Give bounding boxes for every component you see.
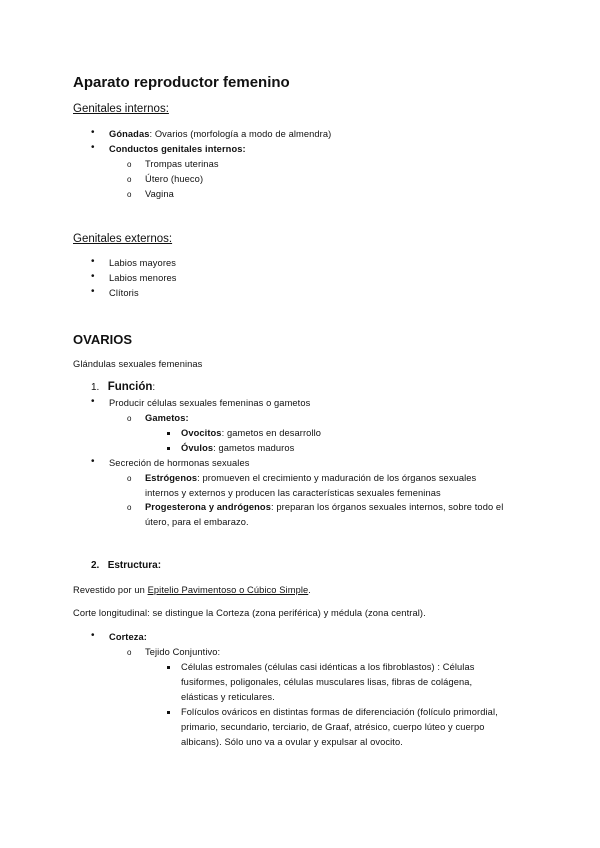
sub-item-gametos: Gametos:: [145, 413, 189, 423]
internal-heading: Genitales internos:: [73, 103, 169, 115]
sub-sub-item-ovocitos: Ovocitos: gametos en desarrollo: [181, 428, 322, 438]
epitelio-term: Epitelio Pavimentoso o Cúbico Simple: [147, 585, 309, 595]
square-bullet-icon: [167, 432, 170, 435]
celulas-line-3: elásticas y reticulares.: [181, 692, 275, 702]
square-bullet-icon: [167, 447, 170, 450]
circle-bullet-icon: o: [127, 414, 132, 423]
bullet-icon: •: [91, 630, 95, 641]
sub-item: Útero (hueco): [145, 174, 204, 184]
foliculos-line-2: primario, secundario, terciario, de Graaf, atrésico, cuerpo lúteo y cuerpo: [181, 722, 485, 732]
list-item: Clítoris: [109, 288, 139, 298]
numbered-heading-estructura: 2. Estructura:: [91, 560, 162, 571]
circle-bullet-icon: o: [127, 503, 132, 512]
page-title: Aparato reproductor femenino: [73, 74, 290, 91]
list-item-conductos: Conductos genitales internos:: [109, 144, 246, 154]
external-heading: Genitales externos:: [73, 233, 173, 245]
bullet-icon: •: [91, 271, 95, 282]
bullet-icon: •: [91, 396, 95, 407]
square-bullet-icon: [167, 711, 170, 714]
sub-item-progesterona-cont: útero, para el embarazo.: [145, 517, 249, 527]
circle-bullet-icon: o: [127, 648, 132, 657]
list-item-secrecion: Secreción de hormonas sexuales: [109, 458, 250, 468]
bullet-icon: •: [91, 456, 95, 467]
sub-sub-item-ovulos: Óvulos: gametos maduros: [181, 443, 295, 453]
numbered-heading-funcion: 1. Función:: [91, 381, 156, 393]
foliculos-line-3: albicans). Sólo uno va a ovular y expulsar al ovocito.: [181, 737, 403, 747]
celulas-line-2: fusiformes, poligonales, células musculares lisas, fibras de colágena,: [181, 677, 473, 687]
bullet-icon: •: [91, 127, 95, 138]
sub-item: Trompas uterinas: [145, 159, 219, 169]
list-item-producir: Producir células sexuales femeninas o gametos: [109, 398, 311, 408]
sub-item: Vagina: [145, 189, 174, 199]
foliculos-line-1: Folículos ováricos en distintas formas de diferenciación (folículo primordial,: [181, 707, 498, 717]
square-bullet-icon: [167, 666, 170, 669]
bullet-icon: •: [91, 286, 95, 297]
bullet-icon: •: [91, 256, 95, 267]
celulas-line-1: Células estromales (células casi idénticas a los fibroblastos) : Células: [181, 662, 475, 672]
list-item: Labios mayores: [109, 258, 177, 268]
section-heading-ovarios: OVARIOS: [73, 332, 132, 347]
bullet-icon: •: [91, 142, 95, 153]
list-item-corteza: Corteza:: [109, 632, 147, 642]
circle-bullet-icon: o: [127, 160, 132, 169]
intro-text: Glándulas sexuales femeninas: [73, 359, 203, 369]
corte-text: Corte longitudinal: se distingue la Corteza (zona periférica) y médula (zona central).: [73, 608, 426, 618]
sub-item-estrogenos: Estrógenos: promueven el crecimiento y maduración de los órganos sexuales: [145, 473, 477, 483]
list-item-gonadas: Gónadas: Ovarios (morfología a modo de almendra): [109, 129, 332, 139]
list-item: Labios menores: [109, 273, 177, 283]
circle-bullet-icon: o: [127, 175, 132, 184]
sub-item-progesterona: Progesterona y andrógenos: preparan los órganos sexuales internos, sobre todo el: [145, 502, 504, 512]
circle-bullet-icon: o: [127, 190, 132, 199]
sub-item-estrogenos-cont: internos y externos y producen las características sexuales femeninas: [145, 488, 441, 498]
revestido-text: Revestido por un Epitelio Pavimentoso o Cúbico Simple.: [73, 585, 311, 595]
circle-bullet-icon: o: [127, 474, 132, 483]
sub-item-tejido: Tejido Conjuntivo:: [145, 647, 221, 657]
